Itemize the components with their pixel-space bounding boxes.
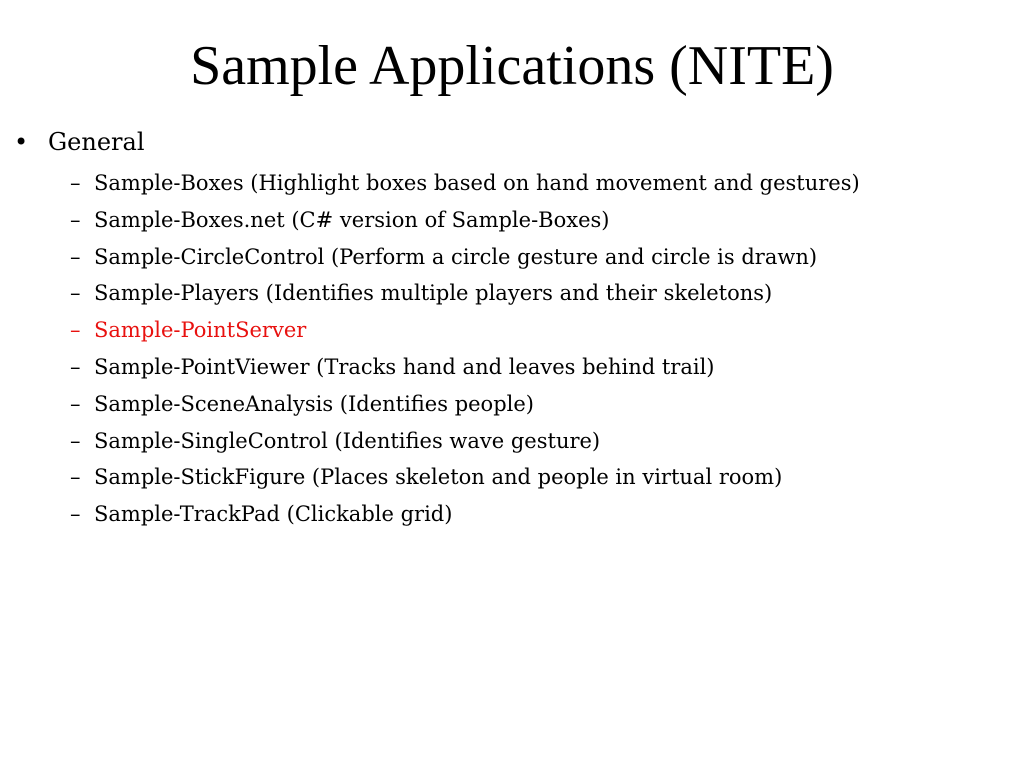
dash-symbol: – [70,171,81,195]
list-item [70,496,860,533]
list-item-label: Sample-CircleControl (Perform a circle gesture and circle is drawn) [94,244,818,269]
list-item [70,275,860,312]
list-item-label: Sample-Players (Identifies multiple players and their skeletons) [94,281,773,306]
list-item [70,423,860,460]
dash-symbol: – [70,391,81,416]
dash-symbol: – [70,281,81,306]
list-item-label: Sample-TrackPad (Clickable grid) [94,502,453,527]
list-item [70,386,860,423]
bullet-general [14,124,145,160]
list-item [70,239,860,276]
list-item-label: Sample-SceneAnalysis (Identifies people) [94,391,534,416]
dash-symbol: – [70,354,81,379]
bullet-symbol: • [14,128,29,156]
list-item-label: Sample-StickFigure (Places skeleton and people in virtual room) [94,465,783,490]
bullet-general-label: General [48,128,145,156]
list-item-label: Sample-Boxes (Highlight boxes based on hand movement and gestures) [94,171,860,195]
dash-symbol: – [70,428,81,453]
dash-symbol: – [70,318,81,343]
list-item-label: Sample-PointServer [94,318,307,343]
slide-title: Sample Applications (NITE) [190,35,834,97]
list-item-label: Sample-SingleControl (Identifies wave gesture) [94,428,601,453]
list-item-highlighted [70,312,860,349]
dash-symbol: – [70,502,81,527]
dash-symbol: – [70,244,81,269]
list-item [70,349,860,386]
list-item [70,202,860,239]
list-item-label: Sample-Boxes.net (C# version of Sample-Boxes) [94,207,610,232]
list-item-label: Sample-PointViewer (Tracks hand and leaves behind trail) [94,354,715,379]
list-item [70,459,860,496]
dash-symbol: – [70,207,81,232]
sample-list [70,165,860,533]
list-item [70,165,860,202]
dash-symbol: – [70,465,81,490]
